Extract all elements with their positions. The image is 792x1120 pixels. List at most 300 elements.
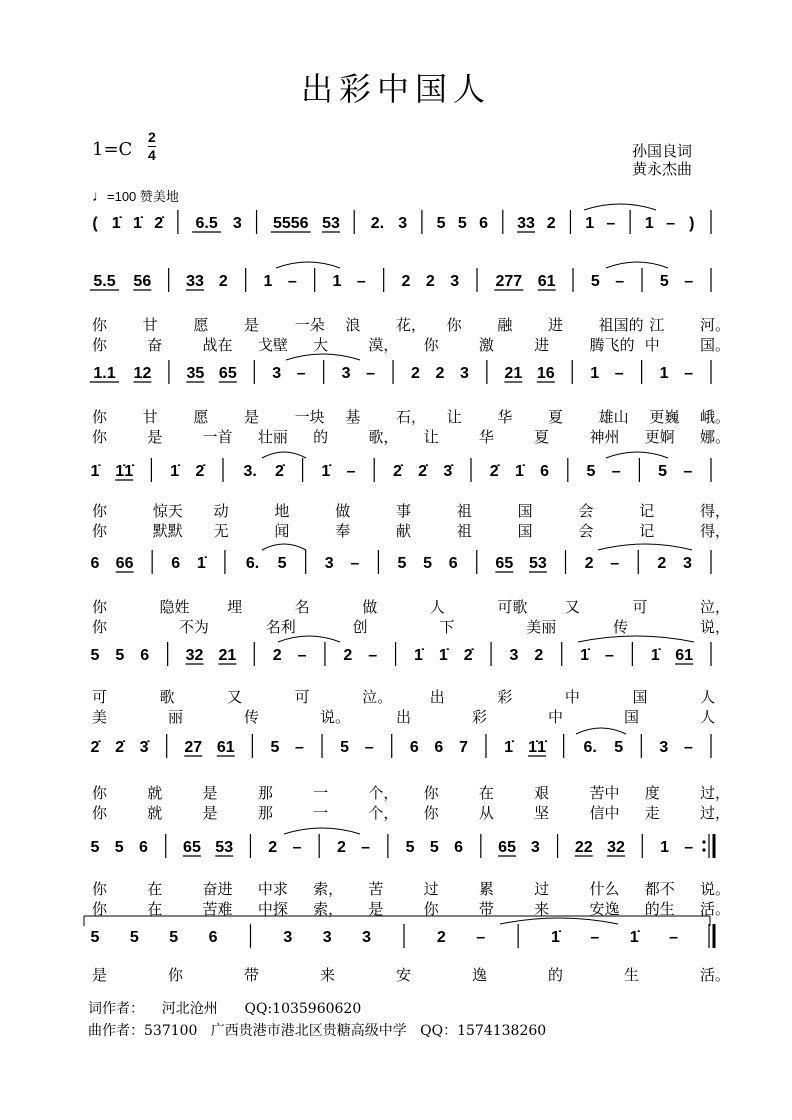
note: 6	[90, 555, 100, 572]
note: 3	[232, 215, 242, 232]
lyric-word: 你	[446, 316, 462, 334]
note: 6	[140, 647, 150, 664]
note: 3̇	[443, 463, 453, 480]
note: 1̇	[170, 463, 180, 480]
lyric-word: 泣，	[700, 598, 731, 616]
repeat-dot	[702, 840, 705, 843]
note: 5	[423, 555, 433, 572]
note: 5	[90, 647, 100, 664]
lyric-word: 得，	[700, 522, 731, 540]
lyric-word: 丽	[168, 708, 184, 726]
note: –	[615, 273, 625, 290]
note: 65	[183, 839, 201, 856]
lyric-word: 愿	[193, 316, 209, 334]
slur	[286, 354, 360, 360]
note: 3	[272, 365, 282, 382]
lyric-word: 坚	[534, 804, 550, 822]
lyric-word: 名利	[265, 618, 296, 636]
lyric-word: 在	[478, 784, 494, 802]
note: 2̇	[195, 463, 205, 480]
slur	[606, 452, 668, 458]
note: 2̇	[274, 463, 284, 480]
lyric-word: 你	[423, 336, 439, 354]
lyric-word: 苦中	[589, 784, 620, 802]
note: 1	[332, 273, 342, 290]
note: 21	[504, 365, 523, 382]
footer-lyricist: 词作者： 河北沧州 QQ:1035960620	[88, 1001, 362, 1017]
lyric-word: 你	[423, 900, 439, 918]
note: 5.5	[93, 273, 116, 290]
note: 5	[169, 929, 179, 946]
note: 5	[129, 929, 139, 946]
lyric-word: 不为	[178, 618, 209, 636]
lyric-word: 度	[644, 784, 660, 802]
note: 6.	[583, 739, 597, 756]
note: 1̇	[111, 215, 121, 232]
note: 5	[405, 839, 415, 856]
lyric-word: 说。	[320, 708, 351, 726]
slur	[278, 636, 340, 642]
lyric-word: 人	[429, 598, 445, 616]
lyric-word: 人	[700, 688, 716, 706]
note: –	[684, 839, 694, 856]
note: –	[364, 739, 374, 756]
lyric-word: 出	[396, 708, 412, 726]
note: 5	[659, 273, 669, 290]
song-title: 出彩中国人	[300, 70, 491, 108]
note: 6	[409, 739, 419, 756]
note: –	[611, 463, 621, 480]
lyric-word: 个，	[368, 804, 399, 822]
lyric-word: 神州	[589, 428, 620, 446]
lyric-word: 石，	[396, 408, 427, 426]
tempo-text: =100 赞美地	[107, 189, 179, 204]
note: 5	[277, 555, 287, 572]
lyric-word: 娜。	[700, 428, 731, 446]
lyric-word: 走	[644, 804, 660, 822]
note: 1̇	[90, 463, 100, 480]
note: 1̇	[514, 463, 524, 480]
note: 3̇	[139, 739, 149, 756]
lyric-word: 你	[92, 598, 108, 616]
lyric-word: 的生	[644, 900, 675, 918]
lyric-word: 愿	[193, 408, 209, 426]
lyric-word: 人	[700, 708, 716, 726]
note: 32	[607, 839, 625, 856]
lyric-word: 壮丽	[257, 428, 288, 446]
note: 6	[208, 929, 218, 946]
note: 1̇	[132, 215, 142, 232]
lyric-word: 是	[202, 804, 218, 822]
slur	[578, 636, 694, 642]
lyric-word: 你	[92, 900, 108, 918]
lyric-word: 的	[313, 428, 329, 446]
lyric-word: 国	[632, 688, 648, 706]
slur	[584, 204, 656, 210]
note: 1̇	[196, 555, 206, 572]
note: –	[666, 215, 676, 232]
note: 12	[133, 365, 152, 382]
note: –	[297, 647, 307, 664]
note: 5	[429, 839, 439, 856]
footer-composer: 曲作者：537100 广西贵港市港北区贵糖高级中学 QQ：1574138260	[88, 1023, 547, 1039]
lyric-word: 大	[313, 336, 329, 354]
lyric-word: 说。	[700, 880, 731, 898]
note: 2	[218, 273, 228, 290]
lyric-word: 你	[92, 522, 108, 540]
lyric-word: 战在	[202, 336, 233, 354]
note: 2̇	[489, 463, 499, 480]
lyric-word: 奋进	[202, 880, 233, 898]
lyric-word: 一朵	[294, 316, 325, 334]
lyric-word: 漠，	[368, 336, 399, 354]
lyric-word: 华	[497, 408, 513, 426]
lyric-word: 国。	[700, 336, 731, 354]
lyric-word: 事	[396, 502, 412, 520]
lyric-word: 美丽	[526, 618, 557, 636]
note: –	[368, 647, 378, 664]
lyric-word: 峨。	[700, 408, 731, 426]
lyric-word: 会	[578, 522, 594, 540]
lyric-word: 国	[517, 522, 533, 540]
note: 53	[215, 839, 234, 856]
note: 2	[435, 365, 445, 382]
note: –	[669, 929, 679, 946]
note: –	[610, 555, 620, 572]
note: 1̇	[504, 739, 513, 756]
note: 65	[218, 365, 237, 382]
note: 35	[186, 365, 205, 382]
lyric-word: 个，	[368, 784, 399, 802]
lyric-word: 你	[168, 966, 184, 984]
lyric-word: 生	[624, 966, 640, 984]
lyric-word: 埋	[227, 598, 243, 616]
note: 16	[536, 365, 555, 382]
note: 1̇1̇	[528, 739, 546, 756]
lyric-word: 是	[202, 784, 218, 802]
note: 1.1	[93, 365, 116, 382]
note: –	[350, 555, 360, 572]
lyric-word: 创	[352, 618, 368, 636]
lyric-word: 一首	[202, 428, 233, 446]
lyric-word: 夏	[534, 428, 550, 446]
note: 7	[458, 739, 468, 756]
note: 33	[517, 215, 535, 232]
note: 56	[133, 273, 152, 290]
note: 1	[263, 273, 273, 290]
lyric-word: 美	[92, 708, 108, 726]
note: 3	[659, 739, 669, 756]
lyric-word: 基	[345, 408, 361, 426]
lyric-word: 是	[368, 900, 384, 918]
time-bottom: 4	[148, 147, 156, 163]
lyric-word: 奋	[147, 336, 163, 354]
note: 3.	[243, 463, 257, 480]
lyric-word: 可	[294, 688, 310, 706]
lyric-word: 甘	[142, 316, 158, 334]
lyric-word: 安逸	[589, 900, 620, 918]
lyric-word: 国	[517, 502, 533, 520]
lyric-word: 你	[423, 804, 439, 822]
note: 21	[218, 647, 237, 664]
note: 5556	[272, 215, 309, 232]
lyric-word: 默默	[152, 522, 183, 540]
lyric-word: 得，	[700, 502, 731, 520]
note: 6	[171, 555, 181, 572]
lyric-word: 你	[92, 618, 108, 636]
lyric-word: 你	[92, 428, 108, 446]
note: 27	[184, 739, 203, 756]
lyric-word: 融	[497, 316, 513, 334]
lyric-word: 泣。	[362, 688, 393, 706]
slur	[576, 728, 626, 734]
lyric-word: 传	[244, 708, 260, 726]
note: 2	[436, 929, 446, 946]
lyric-word: 可歌	[497, 598, 528, 616]
note: 2̇	[463, 647, 473, 664]
note: –	[292, 839, 302, 856]
note: 3	[530, 839, 540, 856]
note: 5	[114, 839, 124, 856]
lyric-word: 艰	[534, 784, 550, 802]
lyric-word: 一	[313, 804, 329, 822]
lyric-word: 更婀	[644, 428, 675, 446]
note: 61	[675, 647, 694, 664]
note: 2	[336, 839, 346, 856]
lyric-word: 中探	[257, 900, 288, 918]
lyric-word: 逸	[472, 966, 488, 984]
lyric-word: 过	[423, 880, 439, 898]
lyric-word: 累	[478, 880, 494, 898]
note: 1	[590, 365, 600, 382]
lyric-word: 祖	[456, 502, 472, 520]
lyric-word: 出	[429, 688, 445, 706]
note: 5	[590, 273, 600, 290]
lyric-word: 就	[147, 804, 163, 822]
lyric-word: 动	[213, 502, 229, 520]
lyric-word: 安	[396, 966, 412, 984]
lyric-word: 在	[147, 880, 163, 898]
lyric-word: 来	[320, 966, 336, 984]
note: 5	[658, 463, 668, 480]
lyric-word: 进	[534, 336, 550, 354]
note: 1̇	[413, 647, 423, 664]
lyric-word: 在	[147, 900, 163, 918]
lyric-word: 索，	[313, 880, 344, 898]
note: 2	[546, 215, 556, 232]
lyric-word: 可	[92, 688, 108, 706]
note: 65	[495, 555, 514, 572]
lyric-word: 你	[92, 502, 108, 520]
note: 2̇	[392, 463, 402, 480]
note: 2	[343, 647, 353, 664]
lyric-word: 更巍	[649, 408, 680, 426]
lyric-word: 那	[257, 784, 273, 802]
note: 2.	[370, 215, 385, 232]
lyric-word: 你	[423, 784, 439, 802]
note: 33	[186, 273, 204, 290]
note: –	[684, 365, 693, 382]
note: 1	[585, 215, 595, 232]
note: 5	[270, 739, 280, 756]
lyric-word: 祖国的	[598, 316, 644, 334]
lyric-word: 中	[644, 336, 660, 354]
note: 5	[397, 555, 407, 572]
lyric-word: 惊天	[152, 502, 183, 520]
lyric-word: 甘	[142, 408, 158, 426]
note: 3	[322, 929, 332, 946]
note: 3	[362, 929, 372, 946]
note: 5	[90, 929, 100, 946]
note: –	[614, 365, 624, 382]
note: 3	[509, 647, 519, 664]
time-top: 2	[148, 129, 156, 145]
note: 1	[644, 215, 654, 232]
lyric-word: 你	[92, 784, 108, 802]
note: –	[287, 273, 297, 290]
note: 2	[411, 365, 420, 382]
composer-credit: 黄永杰曲	[632, 160, 693, 178]
note: 5	[436, 215, 446, 232]
note: –	[590, 929, 600, 946]
note: 2	[534, 647, 544, 664]
note: –	[684, 273, 694, 290]
lyric-word: 雄山	[598, 408, 629, 426]
note: 53	[322, 215, 340, 232]
lyric-word: 过，	[700, 784, 731, 802]
lyric-word: 的	[548, 966, 564, 984]
lyric-word: 活。	[700, 900, 731, 918]
note: 2̇	[115, 739, 125, 756]
lyric-word: 一	[313, 784, 329, 802]
lyric-word: 是	[92, 966, 108, 984]
note: 32	[185, 647, 204, 664]
lyric-word: 你	[92, 804, 108, 822]
note: 6	[434, 739, 444, 756]
note: 1̇	[321, 463, 331, 480]
lyric-word: 那	[257, 804, 273, 822]
lyric-word: 彩	[497, 688, 513, 706]
note: –	[361, 839, 371, 856]
note: 3	[324, 555, 334, 572]
note: 22	[574, 839, 593, 856]
note: 5	[457, 215, 467, 232]
note: 65	[498, 839, 516, 856]
note: 6	[448, 555, 458, 572]
lyric-word: 中	[548, 708, 564, 726]
lyric-word: 信中	[589, 804, 620, 822]
note: 2	[268, 839, 278, 856]
note: 2	[425, 273, 435, 290]
lyric-word: 你	[92, 880, 108, 898]
lyric-word: 可	[632, 598, 648, 616]
lyric-word: 记	[639, 522, 655, 540]
lyric-word: 让	[446, 408, 462, 426]
note: 2	[584, 555, 594, 572]
lyric-word: 传	[613, 618, 629, 636]
lyric-word: 带	[478, 900, 494, 918]
lyric-word: 进	[548, 316, 564, 334]
lyric-word: 过	[534, 880, 550, 898]
lyric-word: 地	[274, 502, 290, 520]
lyric-word: 又	[564, 598, 580, 616]
lyric-word: 苦难	[202, 900, 233, 918]
lyric-word: 一块	[294, 408, 325, 426]
lyric-word: 歌	[159, 688, 175, 706]
slur	[598, 544, 692, 550]
lyric-word: 苦	[368, 880, 384, 898]
lyricist-credit: 孙国良词	[632, 142, 693, 160]
lyric-word: 是	[244, 408, 260, 426]
lyric-word: 过，	[700, 804, 731, 822]
lyric-word: 你	[92, 316, 108, 334]
lyric-word: 华	[478, 428, 494, 446]
note: 277	[495, 273, 523, 290]
note: 5	[614, 739, 624, 756]
note: 1̇	[580, 647, 590, 664]
note: 3	[398, 215, 408, 232]
note: 6.5	[195, 215, 218, 232]
note: 3	[341, 365, 351, 382]
lyric-word: 说，	[700, 618, 731, 636]
note: –	[296, 365, 306, 382]
note: –	[606, 215, 616, 232]
note: 53	[529, 555, 547, 572]
note: 1̇	[551, 929, 560, 946]
lyric-word: 夏	[548, 408, 564, 426]
note: 5	[90, 839, 100, 856]
note: 61	[216, 739, 235, 756]
note: 61	[537, 273, 556, 290]
lyric-word: 国	[624, 708, 640, 726]
note: 5	[340, 739, 350, 756]
note: 2̇	[154, 215, 164, 232]
lyric-word: 就	[147, 784, 163, 802]
note: )	[689, 215, 695, 232]
lyric-word: 会	[578, 502, 594, 520]
note: –	[346, 463, 356, 480]
lyric-word: 做	[362, 598, 378, 616]
note: 2	[272, 647, 282, 664]
lyric-word: 是	[147, 428, 163, 446]
lyric-word: 带	[244, 966, 260, 984]
lyric-word: 你	[92, 408, 108, 426]
lyric-word: 从	[478, 804, 494, 822]
note: –	[356, 273, 366, 290]
lyric-word: 花，	[396, 316, 427, 334]
lyric-word: 献	[396, 522, 412, 540]
note: 2	[401, 273, 411, 290]
note: –	[476, 929, 486, 946]
lyric-word: 中求	[257, 880, 288, 898]
quarter-note-icon: ♩	[92, 188, 107, 205]
lyric-word: 下	[439, 618, 455, 636]
note: 5	[586, 463, 596, 480]
note: 2	[657, 555, 667, 572]
lyric-word: 彩	[472, 708, 488, 726]
note: 2̇	[90, 739, 100, 756]
slur	[262, 544, 306, 550]
note: 6	[454, 839, 464, 856]
lyric-word: 中	[564, 688, 580, 706]
note: 6	[479, 215, 489, 232]
lyric-word: 隐姓	[159, 598, 190, 616]
note: 3	[459, 365, 469, 382]
slur	[500, 918, 618, 924]
lyric-word: 让	[423, 428, 439, 446]
note: 66	[115, 555, 134, 572]
slur	[606, 262, 668, 268]
